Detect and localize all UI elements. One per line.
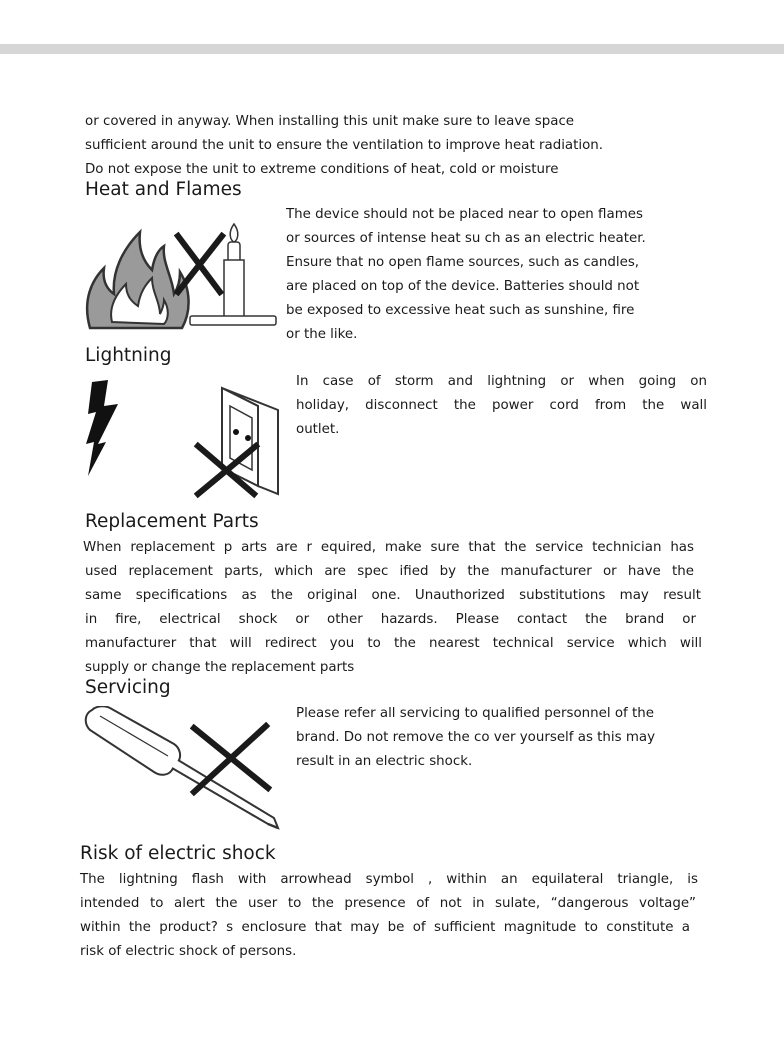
- heading-risk-of-electric-shock: Risk of electric shock: [80, 843, 276, 864]
- lightning-illustration: [82, 376, 292, 506]
- lightning-line-1: In case of storm and lightning or when going on: [296, 374, 707, 389]
- heading-lightning: Lightning: [85, 345, 172, 366]
- heading-heat-and-flames: Heat and Flames: [85, 179, 242, 200]
- intro-line-3: Do not expose the unit to extreme conditions of heat, cold or moisture: [85, 162, 559, 177]
- shock-line-2: intended to alert the user to the presence of not in sulate, “dangerous voltage”: [80, 896, 696, 911]
- wall-outlet-icon: [222, 388, 278, 494]
- servicing-line-2: brand. Do not remove the co ver yourself as this may: [296, 730, 656, 745]
- heat-line-6: or the like.: [286, 327, 358, 342]
- replacement-line-4: in fire, electrical shock or other hazards. Please contact the brand or: [85, 612, 696, 627]
- servicing-line-3: result in an electric shock.: [296, 754, 473, 769]
- heat-flames-illustration: [82, 210, 282, 340]
- heat-line-4: are placed on top of the device. Batteries should not: [286, 279, 640, 294]
- servicing-illustration: [82, 706, 292, 834]
- shock-line-3: within the product? s enclosure that may be of sufficient magnitude to constitute a: [80, 920, 690, 935]
- top-divider-bar: [0, 44, 784, 54]
- screwdriver-icon: [86, 706, 278, 828]
- shock-line-4: risk of electric shock of persons.: [80, 944, 297, 959]
- intro-line-1: or covered in anyway. When installing this unit make sure to leave space: [85, 114, 575, 129]
- replacement-line-6: supply or change the replacement parts: [85, 660, 355, 675]
- servicing-line-1: Please refer all servicing to qualified personnel of the: [296, 706, 654, 721]
- cross-icon: [194, 726, 268, 792]
- lightning-bolt-icon: [86, 380, 118, 476]
- heading-replacement-parts: Replacement Parts: [85, 511, 259, 532]
- heat-line-2: or sources of intense heat su ch as an electric heater.: [286, 231, 646, 246]
- lightning-line-3: outlet.: [296, 422, 340, 437]
- replacement-line-1: When replacement p arts are r equired, make sure that the service technician has: [83, 540, 694, 555]
- heat-line-3: Ensure that no open flame sources, such as candles,: [286, 255, 640, 270]
- intro-line-2: sufficient around the unit to ensure the ventilation to improve heat radiation.: [85, 138, 604, 153]
- candle-icon: [190, 224, 276, 325]
- lightning-line-2: holiday, disconnect the power cord from the wall: [296, 398, 707, 413]
- flame-icon: [87, 232, 188, 328]
- replacement-line-5: manufacturer that will redirect you to the nearest technical service which will: [85, 636, 702, 651]
- shock-line-1: The lightning flash with arrowhead symbol , within an equilateral triangle, is: [80, 872, 698, 887]
- cross-icon: [178, 236, 222, 292]
- replacement-line-3: same specifications as the original one. Unauthorized substitutions may result: [85, 588, 701, 603]
- heat-line-5: be exposed to excessive heat such as sunshine, fire: [286, 303, 635, 318]
- replacement-line-2: used replacement parts, which are spec ified by the manufacturer or have the: [85, 564, 694, 579]
- heat-line-1: The device should not be placed near to open flames: [286, 207, 643, 222]
- heading-servicing: Servicing: [85, 677, 171, 698]
